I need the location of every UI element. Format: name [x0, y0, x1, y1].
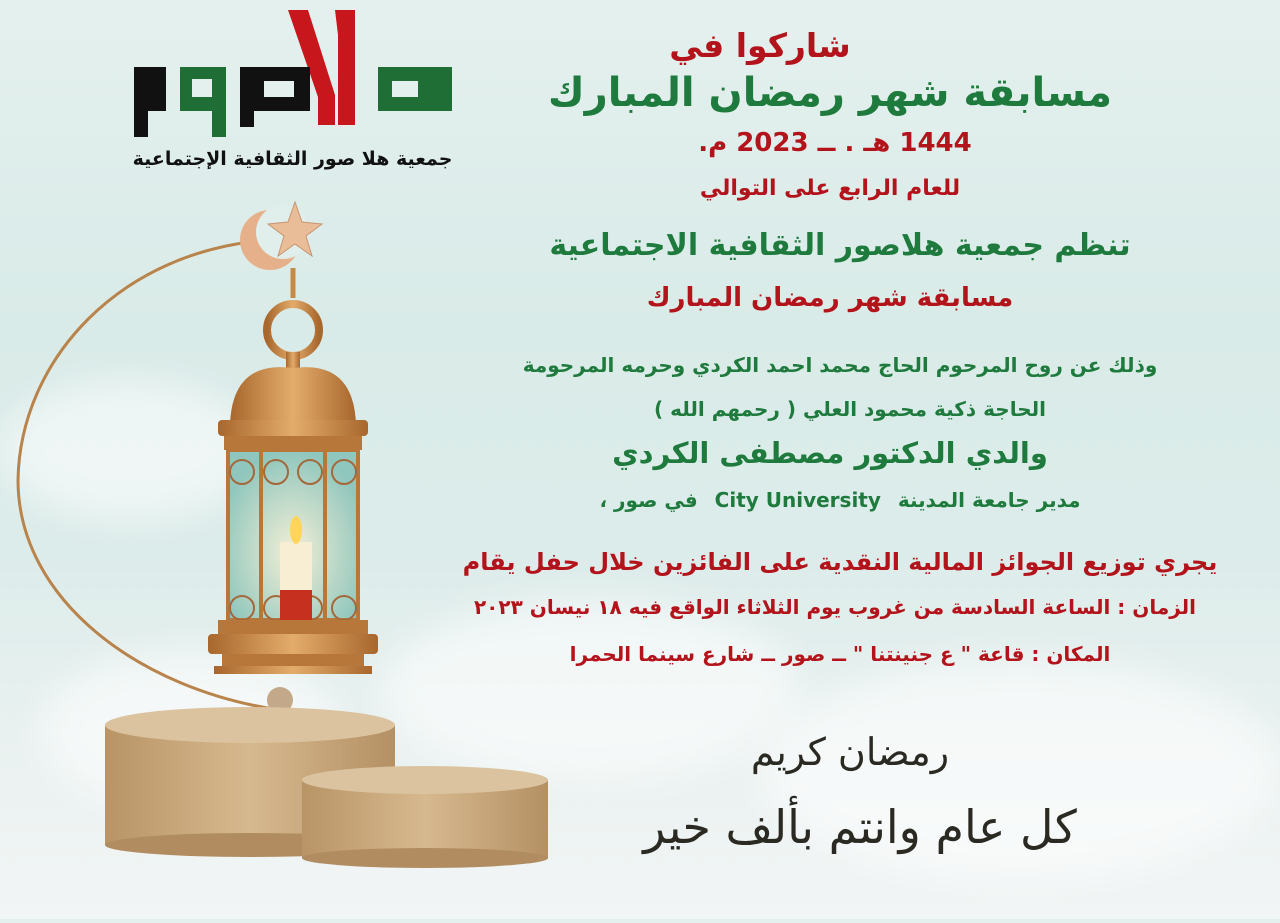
dedication-line-2: الحاجة ذكية محمود العلي ( رحمهم الله )	[654, 397, 1046, 421]
city-university-name: City University	[714, 488, 881, 512]
logo-wordmark-text	[465, 5, 466, 6]
dedication-line-4	[560, 488, 1120, 512]
ceremony-place: المكان : قاعة " ع جنينتنا " ــ صور ــ شارع سينما الحمرا	[569, 642, 1111, 666]
logo-wordmark-graphic	[120, 5, 465, 155]
ceremony-announcement: يجري توزيع الجوائز المالية النقدية على الفائزين خلال حفل يقام	[462, 548, 1218, 576]
greeting-ramadan-kareem: رمضان كريم	[750, 730, 950, 774]
dedication-line-4-prefix: مدير جامعة المدينة	[897, 488, 1081, 512]
ceremony-time: الزمان : الساعة السادسة من غروب يوم الثلاثاء الواقع فيه ١٨ نيسان ٢٠٢٣	[473, 595, 1197, 619]
greeting-blessings: كل عام وانتم بألف خير	[643, 800, 1077, 854]
dedication-line-4-suffix: في صور ،	[599, 488, 698, 512]
year-note: للعام الرابع على التوالي	[699, 176, 961, 201]
date-line: 1444 هـ . ــ 2023 م.	[698, 128, 972, 158]
dedication-line-1: وذلك عن روح المرحوم الحاج محمد احمد الكردي وحرمه المرحومة	[522, 353, 1158, 377]
invite-heading: شاركوا في	[669, 26, 851, 65]
logo-subtitle: جمعية هلا صور الثقافية الإجتماعية	[132, 148, 453, 170]
dedication-line-3: والدي الدكتور مصطفى الكردي	[612, 436, 1048, 470]
competition-title: مسابقة شهر رمضان المبارك	[548, 70, 1112, 116]
organizer-line: تنظم جمعية هلاصور الثقافية الاجتماعية	[549, 228, 1131, 263]
organizer-competition: مسابقة شهر رمضان المبارك	[646, 283, 1014, 313]
